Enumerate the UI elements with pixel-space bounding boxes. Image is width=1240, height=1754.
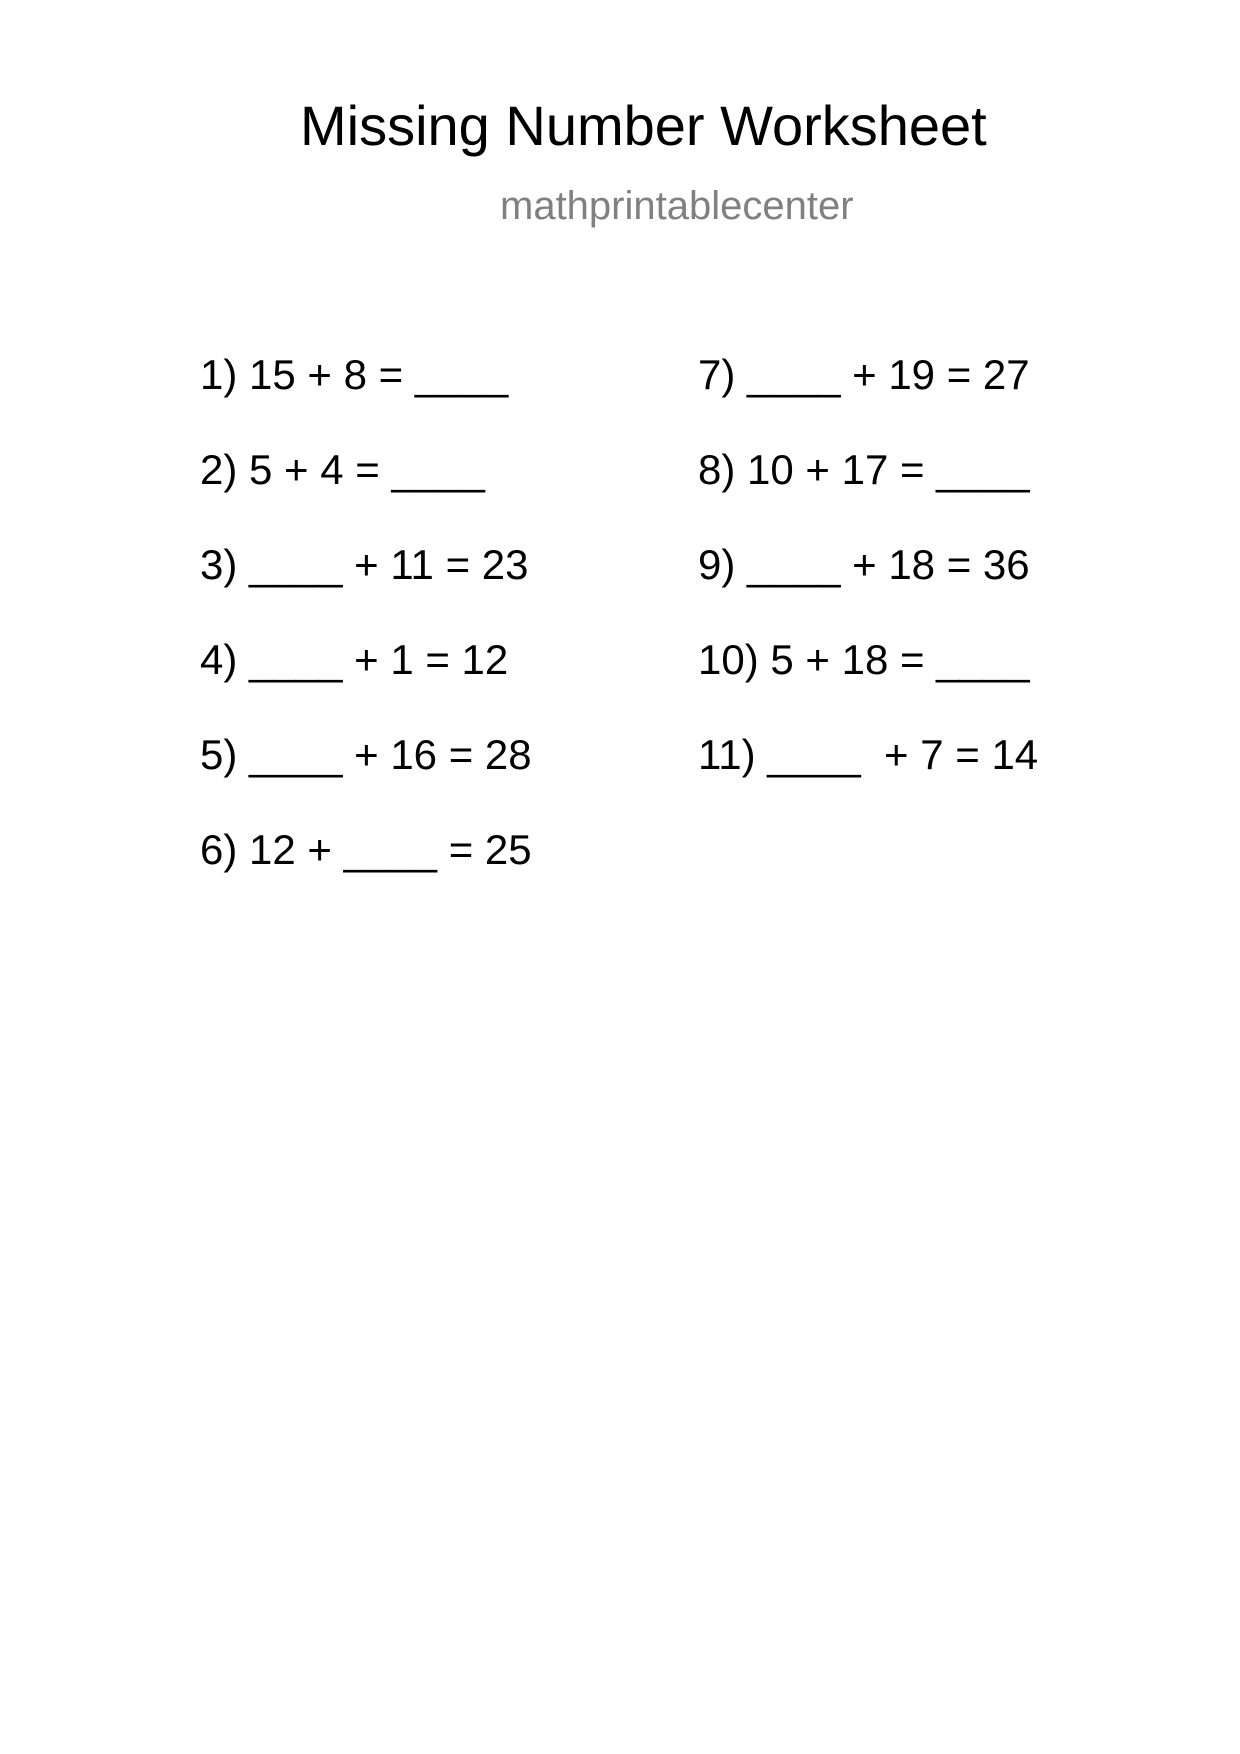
page-title: Missing Number Worksheet [300, 94, 987, 157]
problem-11: 11) ____ + 7 = 14 [698, 731, 1039, 778]
problem-1: 1) 15 + 8 = ____ [200, 351, 509, 398]
problem-7: 7) ____ + 19 = 27 [698, 351, 1030, 398]
page-subtitle: mathprintablecenter [500, 184, 854, 228]
problem-2: 2) 5 + 4 = ____ [200, 446, 485, 493]
problems-column-left [200, 351, 532, 924]
problem-4: 4) ____ + 1 = 12 [200, 636, 509, 683]
problem-5: 5) ____ + 16 = 28 [200, 731, 532, 778]
problems-column-right [698, 351, 1039, 829]
problem-9: 9) ____ + 18 = 36 [698, 541, 1030, 588]
problem-8: 8) 10 + 17 = ____ [698, 446, 1030, 493]
problem-10: 10) 5 + 18 = ____ [698, 636, 1030, 683]
problem-3: 3) ____ + 11 = 23 [200, 541, 529, 588]
problem-6: 6) 12 + ____ = 25 [200, 826, 532, 873]
